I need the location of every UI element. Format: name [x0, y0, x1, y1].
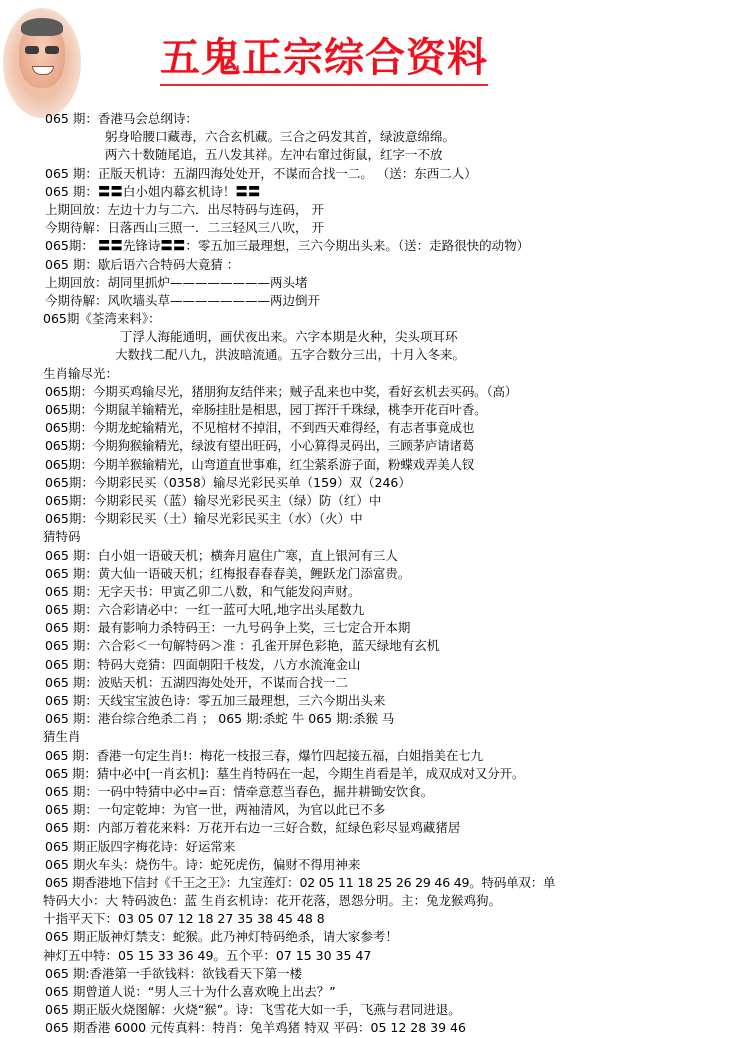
avatar-sunglasses [25, 46, 59, 54]
text-line: 两六十数随尾追，五八发其祥。左冲右窜过街鼠，红字一不放 [105, 147, 443, 163]
text-line: 躬身哈腰口藏毒，六合玄机藏。三合之码发其首，绿波意绵绵。 [105, 129, 456, 145]
text-line: 065 期：香港马会总纲诗： [45, 111, 198, 126]
text-line: 065 期曾道人说：“男人三十为什么喜欢晚上出去？” [45, 984, 336, 999]
text-line: 065 期：一码中特猜中必中=百：情牵意惹当春色，掘井耕锄安饮食。 [45, 783, 434, 799]
text-line: 065 期：一句定乾坤：为官一世，两袖清风，为官以此已不多 [45, 802, 386, 818]
text-line: 上期回放：胡同里抓炉————————两头堵 [45, 274, 308, 290]
text-line: 今期待解：日落西山三照一．二三轻风三八吹， 开 [45, 220, 324, 236]
text-line: 065期：今期鼠羊输精光，牵肠挂肚是相思，园丁挥汗千珠绿，桃李开花百叶香。 [45, 402, 487, 417]
text-line: 065 期：六合彩＜一句解特码＞准 ：孔雀开屏色彩艳，蓝天绿地有玄机 [45, 638, 440, 654]
text-line: 065 期：最有影响力杀特码王：一九号码争上奖，三七定合开本期 [45, 620, 411, 636]
text-line: 065 期：正版天机诗：五湖四海处处开，不谋而合找一二。 （送：东西二人） [45, 165, 477, 181]
header [0, 0, 736, 112]
text-line: 神灯五中特：05 15 33 36 49。五个平：07 15 30 35 47 [43, 947, 372, 963]
text-line: 065 期：黄大仙一语破天机；红梅报春春春美，鲤跃龙门添富贵。 [45, 565, 411, 581]
text-line: 065期： 〓〓先锋诗〓〓：零五加三最理想，三六今期出头来。（送：走路很快的动物） [45, 238, 530, 254]
text-line: 065 期：港台综合绝杀二肖 ； 065 期:杀蛇 牛 065 期:杀猴 马 [45, 711, 395, 727]
text-line: 065期《荃湾来料》： [43, 311, 161, 327]
text-line: 065 期：特码大竞猜：四面朝阳千枝发，八方水流淹金山 [45, 656, 361, 672]
text-line: 065 期香港 6000 元传真料：特肖：兔羊鸡猪 特双 平码：05 12 28 39 46 [45, 1020, 466, 1036]
section-heading: 生肖输尽光： [43, 365, 119, 381]
text-line: 065期：今期彩民买（土）输尽光彩民买主（水）（火）中 [45, 511, 363, 527]
text-line: 065 期香港地下信封《千王之王》：九宝莲灯：02 05 11 18 25 26 29 46 49。特码单双：单 [45, 874, 556, 890]
avatar-hair [21, 18, 63, 36]
text-line: 065期：今期龙蛇输精光，不见棺材不掉泪，不到西天难得经，有志者事竟成也 [45, 420, 475, 436]
text-line: 上期回放：左边十力与二六．出尽特码与连码， 开 [45, 201, 324, 217]
text-line: 065 期正版神灯禁支：蛇猴。此乃神灯特码绝杀，请大家参考！ [45, 929, 398, 945]
text-line: 065 期正版四字梅花诗：好运常来 [45, 838, 236, 854]
text-line: 丁浮人海能通明，画伏夜出来。六字本期是火种，尖头项耳环 [120, 329, 458, 345]
text-line: 065 期:香港第一手欲钱料：欲钱看天下第一楼 [45, 965, 303, 981]
text-line: 065 期：天线宝宝波色诗：零五加三最理想，三六今期出头来 [45, 693, 386, 708]
text-line: 065 期火车头：烧伤牛。诗：蛇死虎伤，偏财不得用神来 [45, 856, 361, 872]
text-line: 065期：今期狗猴输精光，绿波有望出旺码，小心算得灵码出，三顾茅庐请诸葛 [45, 438, 475, 454]
text-line: 065期：今期彩民买（蓝）输尽光彩民买主（绿）防（红）中 [45, 492, 382, 508]
section-heading: 猜生肖 [43, 729, 81, 745]
text-line: 065 期：六合彩请必中：一红一蓝可大吼,地字出头尾数九 [45, 602, 365, 618]
text-line: 十指平天下：03 05 07 12 18 27 35 38 45 48 8 [43, 911, 325, 927]
text-line: 特码大小：大 特码波色：蓝 生肖玄机诗：花开花落，恩怨分明。主：兔龙猴鸡狗。 [43, 893, 501, 909]
section-heading: 猜特码 [43, 529, 81, 545]
text-line: 065 期：白小姐一语破天机；横奔月扈住广寒，直上银河有三人 [45, 547, 398, 563]
document-body [45, 110, 731, 1038]
text-line: 065 期：猜中必中[一肖玄机]：墓生肖特码在一起，今期生肖看是羊，成双成对又分开。 [45, 765, 525, 781]
text-line: 065 期：香港一句定生肖!：梅花一枝报三春，爆竹四起接五福，白姐指美在七九 [45, 747, 483, 763]
text-line: 065 期正版火烧图解：火烧“猴”。诗：飞雪花大如一手，飞燕与君同进退。 [45, 1002, 461, 1018]
text-line: 今期待解：风吹墙头草————————两边倒开 [45, 292, 321, 308]
page-title: 五鬼正宗综合资料 [160, 34, 488, 86]
text-line: 065 期：无字天书：甲寅乙卯二八数，和气能发闷声财。 [45, 583, 361, 599]
text-line: 065 期：〓〓白小姐内幕玄机诗！〓〓 [45, 183, 261, 199]
text-line: 065期：今期羊猴输精光，山弯道直世事难，红尘萦系游子面，粉蝶戏弄美人钗 [45, 456, 475, 472]
text-line: 大数找二配八九，洪波暗流通。五字合数分三出，十月入冬来。 [115, 347, 466, 363]
text-line: 065 期：内部万着花来料：万花开右边一三好合数，紅绿色彩尽显鸡藏猪居 [45, 820, 461, 836]
text-line: 065期：今期彩民买（0358）输尽光彩民买单（159）双（246） [45, 474, 411, 490]
avatar [3, 8, 81, 118]
text-line: 065 期：歇后语六合特码大竟猜 ： [45, 256, 240, 272]
text-line: 065期：今期买鸡输尽光，猪朋狗友结伴来；贼子乱来也中奖，看好玄机去买码。（高） [45, 383, 518, 399]
text-line: 065 期：波贴天机：五湖四海处处开，不谋而合找一二 [45, 674, 348, 690]
